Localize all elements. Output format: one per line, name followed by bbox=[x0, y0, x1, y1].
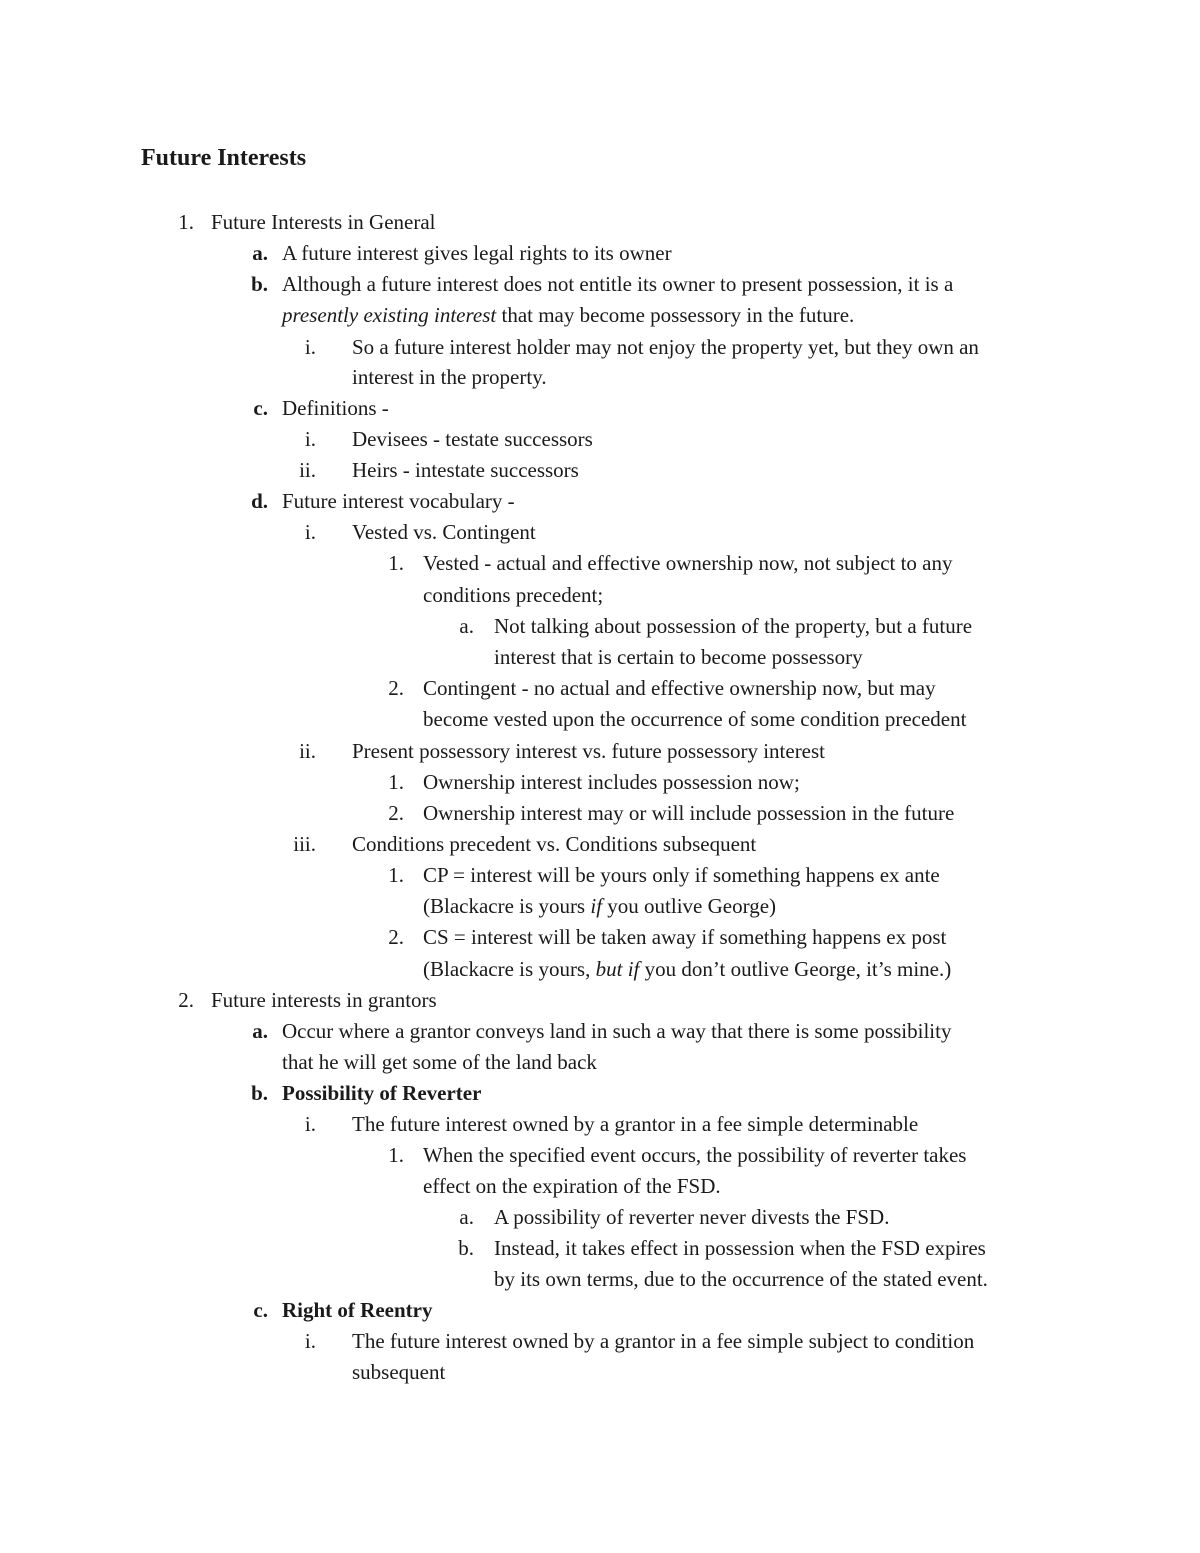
page-title: Future Interests bbox=[141, 145, 307, 171]
list-text: CP = interest will be yours only if something happens ex ante bbox=[423, 863, 940, 887]
list-letter: a. bbox=[252, 1019, 268, 1043]
list-number: 2. bbox=[178, 988, 194, 1012]
list-letter: a. bbox=[252, 241, 268, 265]
list-text: Vested - actual and effective ownership now, not subject to any bbox=[423, 551, 953, 575]
list-text: (Blackacre is yours if you outlive George) bbox=[423, 894, 777, 918]
list-text: Future interests in grantors bbox=[211, 988, 437, 1012]
list-roman: i. bbox=[304, 1329, 316, 1353]
list-text: presently existing interest that may become possessory in the future. bbox=[282, 303, 855, 327]
list-text: Occur where a grantor conveys land in such a way that there is some possibility bbox=[282, 1019, 952, 1043]
list-number: 2. bbox=[388, 925, 404, 949]
list-text: Not talking about possession of the property, but a future bbox=[494, 614, 973, 638]
list-letter: c. bbox=[253, 396, 268, 420]
list-letter: d. bbox=[251, 489, 268, 513]
list-text: A future interest gives legal rights to its owner bbox=[282, 241, 672, 265]
list-roman: i. bbox=[304, 1112, 316, 1136]
list-text: When the specified event occurs, the possibility of reverter takes bbox=[423, 1143, 967, 1167]
list-text: Heirs - intestate successors bbox=[352, 458, 579, 482]
list-letter: a. bbox=[459, 614, 474, 638]
list-letter: c. bbox=[253, 1298, 268, 1322]
list-roman: ii. bbox=[299, 739, 316, 763]
list-text: Conditions precedent vs. Conditions subsequent bbox=[352, 832, 757, 856]
list-number: 1. bbox=[388, 551, 404, 575]
emphasis: but if bbox=[595, 957, 640, 981]
list-text: Definitions - bbox=[282, 396, 389, 420]
list-text: become vested upon the occurrence of some condition precedent bbox=[423, 707, 967, 731]
list-text: Vested vs. Contingent bbox=[352, 520, 536, 544]
list-text: A possibility of reverter never divests the FSD. bbox=[494, 1205, 890, 1229]
list-text: Contingent - no actual and effective ownership now, but may bbox=[423, 676, 936, 700]
emphasis: if bbox=[590, 894, 603, 918]
list-heading: Right of Reentry bbox=[282, 1298, 433, 1322]
list-text: Devisees - testate successors bbox=[352, 427, 593, 451]
list-text: Although a future interest does not entitle its owner to present possession, it is a bbox=[282, 272, 954, 296]
list-text: Ownership interest includes possession now; bbox=[423, 770, 800, 794]
list-text: So a future interest holder may not enjoy the property yet, but they own an bbox=[352, 335, 979, 359]
list-letter: a. bbox=[459, 1205, 474, 1229]
list-text: by its own terms, due to the occurrence of the stated event. bbox=[494, 1267, 988, 1291]
list-number: 1. bbox=[178, 210, 194, 234]
list-text: interest in the property. bbox=[352, 365, 547, 389]
list-text: Present possessory interest vs. future possessory interest bbox=[352, 739, 826, 763]
list-text: The future interest owned by a grantor in a fee simple subject to condition bbox=[352, 1329, 975, 1353]
list-text: Instead, it takes effect in possession when the FSD expires bbox=[494, 1236, 986, 1260]
list-number: 1. bbox=[388, 1143, 404, 1167]
list-text: Future interest vocabulary - bbox=[282, 489, 515, 513]
list-roman: i. bbox=[304, 427, 316, 451]
list-heading: Possibility of Reverter bbox=[282, 1081, 482, 1105]
list-letter: b. bbox=[458, 1236, 474, 1260]
list-text: (Blackacre is yours, but if you don’t outlive George, it’s mine.) bbox=[423, 957, 952, 981]
list-number: 1. bbox=[388, 863, 404, 887]
list-text: subsequent bbox=[352, 1360, 446, 1384]
list-text: CS = interest will be taken away if something happens ex post bbox=[423, 925, 947, 949]
list-text: that he will get some of the land back bbox=[282, 1050, 597, 1074]
list-number: 1. bbox=[388, 770, 404, 794]
list-text: conditions precedent; bbox=[423, 583, 604, 607]
list-number: 2. bbox=[388, 676, 404, 700]
list-number: 2. bbox=[388, 801, 404, 825]
list-text: effect on the expiration of the FSD. bbox=[423, 1174, 721, 1198]
list-roman: i. bbox=[304, 335, 316, 359]
list-text: The future interest owned by a grantor in a fee simple determinable bbox=[352, 1112, 919, 1136]
list-letter: b. bbox=[251, 272, 268, 296]
list-letter: b. bbox=[251, 1081, 268, 1105]
list-text: Ownership interest may or will include possession in the future bbox=[423, 801, 955, 825]
list-roman: iii. bbox=[293, 832, 316, 856]
list-roman: ii. bbox=[299, 458, 316, 482]
emphasis: presently existing interest bbox=[282, 303, 497, 327]
list-text: Future Interests in General bbox=[211, 210, 436, 234]
list-text: interest that is certain to become possessory bbox=[494, 645, 863, 669]
list-roman: i. bbox=[304, 520, 316, 544]
